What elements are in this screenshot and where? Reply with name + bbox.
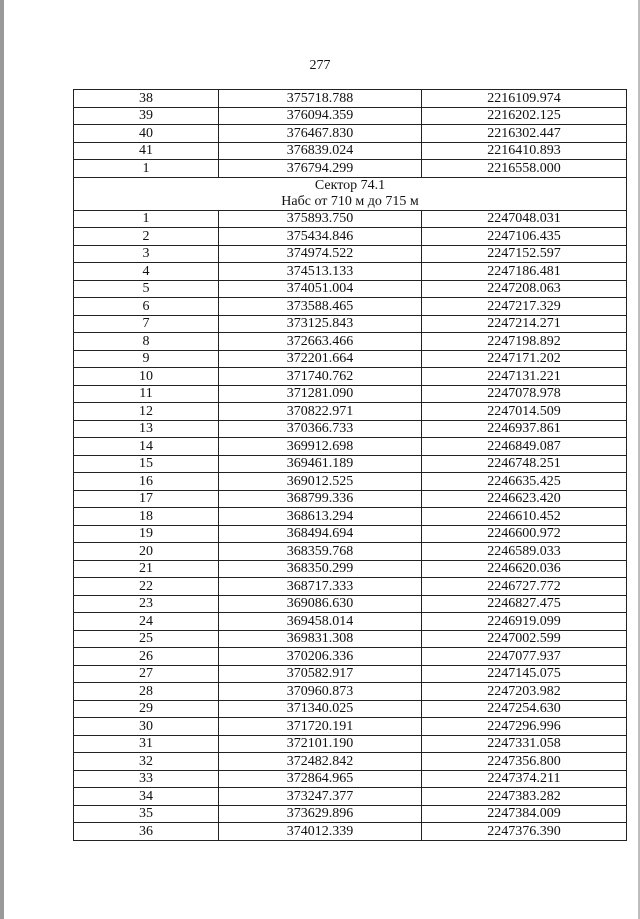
table-row — [74, 280, 627, 298]
x-coordinate-cell: 370960.873 — [219, 683, 422, 701]
x-coordinate-cell: 369458.014 — [219, 613, 422, 631]
point-number-cell: 24 — [74, 613, 219, 631]
table-row — [74, 560, 627, 578]
x-coordinate-cell: 372201.664 — [219, 350, 422, 368]
sector-subtitle: Набс от 710 м до 715 м — [281, 193, 419, 209]
point-number-cell: 2 — [74, 228, 219, 246]
x-coordinate-cell: 371720.191 — [219, 718, 422, 736]
point-number-cell: 18 — [74, 508, 219, 526]
y-coordinate-cell: 2247214.271 — [422, 315, 627, 333]
x-coordinate-cell: 373125.843 — [219, 315, 422, 333]
x-coordinate-cell: 370206.336 — [219, 648, 422, 666]
x-coordinate-cell: 369912.698 — [219, 438, 422, 456]
point-number-cell: 30 — [74, 718, 219, 736]
x-coordinate-cell: 372482.842 — [219, 753, 422, 771]
sector-title: Сектор 74.1 — [314, 177, 386, 193]
point-number-cell: 1 — [74, 160, 219, 178]
x-coordinate-cell: 370366.733 — [219, 420, 422, 438]
x-coordinate-cell: 369086.630 — [219, 595, 422, 613]
y-coordinate-cell: 2246849.087 — [422, 438, 627, 456]
coordinates-table — [73, 89, 627, 841]
rows-before — [74, 90, 627, 178]
point-number-cell: 19 — [74, 525, 219, 543]
x-coordinate-cell: 376794.299 — [219, 160, 422, 178]
point-number-cell: 39 — [74, 107, 219, 125]
point-number-cell: 41 — [74, 142, 219, 160]
page-number: 277 — [309, 58, 331, 73]
table-row — [74, 455, 627, 473]
point-number-cell: 31 — [74, 735, 219, 753]
y-coordinate-cell: 2247077.937 — [422, 648, 627, 666]
table-row — [74, 298, 627, 316]
x-coordinate-cell: 371281.090 — [219, 385, 422, 403]
y-coordinate-cell: 2246620.036 — [422, 560, 627, 578]
x-coordinate-cell: 369012.525 — [219, 473, 422, 491]
y-coordinate-cell: 2246589.033 — [422, 543, 627, 561]
table-row — [74, 438, 627, 456]
x-coordinate-cell: 374513.133 — [219, 263, 422, 281]
point-number-cell: 5 — [74, 280, 219, 298]
table-row — [74, 315, 627, 333]
table-row — [74, 630, 627, 648]
y-coordinate-cell: 2247198.892 — [422, 333, 627, 351]
point-number-cell: 3 — [74, 245, 219, 263]
table-row — [74, 333, 627, 351]
table-row — [74, 525, 627, 543]
point-number-cell: 32 — [74, 753, 219, 771]
y-coordinate-cell: 2216202.125 — [422, 107, 627, 125]
sector-header — [74, 177, 627, 210]
y-coordinate-cell: 2216109.974 — [422, 90, 627, 108]
y-coordinate-cell: 2247384.009 — [422, 805, 627, 823]
y-coordinate-cell: 2247048.031 — [422, 210, 627, 228]
table-row — [74, 125, 627, 143]
point-number-cell: 11 — [74, 385, 219, 403]
y-coordinate-cell: 2246610.452 — [422, 508, 627, 526]
point-number-cell: 29 — [74, 700, 219, 718]
y-coordinate-cell: 2247186.481 — [422, 263, 627, 281]
x-coordinate-cell: 375893.750 — [219, 210, 422, 228]
x-coordinate-cell: 374974.522 — [219, 245, 422, 263]
table-row — [74, 578, 627, 596]
y-coordinate-cell: 2216410.893 — [422, 142, 627, 160]
table-row — [74, 508, 627, 526]
x-coordinate-cell: 370582.917 — [219, 665, 422, 683]
table-row — [74, 770, 627, 788]
y-coordinate-cell: 2247002.599 — [422, 630, 627, 648]
point-number-cell: 8 — [74, 333, 219, 351]
point-number-cell: 4 — [74, 263, 219, 281]
table-row — [74, 228, 627, 246]
x-coordinate-cell: 368613.294 — [219, 508, 422, 526]
x-coordinate-cell: 376839.024 — [219, 142, 422, 160]
sector-header-row — [74, 177, 627, 210]
table-row — [74, 753, 627, 771]
y-coordinate-cell: 2247383.282 — [422, 788, 627, 806]
table-row — [74, 350, 627, 368]
point-number-cell: 40 — [74, 125, 219, 143]
point-number-cell: 21 — [74, 560, 219, 578]
table-row — [74, 368, 627, 386]
table-row — [74, 718, 627, 736]
y-coordinate-cell: 2216558.000 — [422, 160, 627, 178]
point-number-cell: 26 — [74, 648, 219, 666]
point-number-cell: 17 — [74, 490, 219, 508]
table-row — [74, 543, 627, 561]
x-coordinate-cell: 368799.336 — [219, 490, 422, 508]
table-row — [74, 107, 627, 125]
y-coordinate-cell: 2246600.972 — [422, 525, 627, 543]
y-coordinate-cell: 2246937.861 — [422, 420, 627, 438]
point-number-cell: 36 — [74, 823, 219, 841]
table-row — [74, 490, 627, 508]
point-number-cell: 14 — [74, 438, 219, 456]
point-number-cell: 22 — [74, 578, 219, 596]
y-coordinate-cell: 2246727.772 — [422, 578, 627, 596]
point-number-cell: 25 — [74, 630, 219, 648]
y-coordinate-cell: 2247014.509 — [422, 403, 627, 421]
point-number-cell: 1 — [74, 210, 219, 228]
point-number-cell: 12 — [74, 403, 219, 421]
table-row — [74, 648, 627, 666]
point-number-cell: 9 — [74, 350, 219, 368]
x-coordinate-cell: 374051.004 — [219, 280, 422, 298]
y-coordinate-cell: 2247078.978 — [422, 385, 627, 403]
table-row — [74, 473, 627, 491]
point-number-cell: 20 — [74, 543, 219, 561]
y-coordinate-cell: 2247254.630 — [422, 700, 627, 718]
point-number-cell: 13 — [74, 420, 219, 438]
scan-edge-left — [0, 0, 4, 919]
y-coordinate-cell: 2247374.211 — [422, 770, 627, 788]
y-coordinate-cell: 2216302.447 — [422, 125, 627, 143]
x-coordinate-cell: 371340.025 — [219, 700, 422, 718]
table-row — [74, 683, 627, 701]
point-number-cell: 23 — [74, 595, 219, 613]
point-number-cell: 6 — [74, 298, 219, 316]
table-row — [74, 263, 627, 281]
x-coordinate-cell: 375434.846 — [219, 228, 422, 246]
point-number-cell: 34 — [74, 788, 219, 806]
point-number-cell: 38 — [74, 90, 219, 108]
rows-after — [74, 210, 627, 840]
x-coordinate-cell: 376467.830 — [219, 125, 422, 143]
y-coordinate-cell: 2247203.982 — [422, 683, 627, 701]
x-coordinate-cell: 376094.359 — [219, 107, 422, 125]
x-coordinate-cell: 369831.308 — [219, 630, 422, 648]
y-coordinate-cell: 2246623.420 — [422, 490, 627, 508]
x-coordinate-cell: 375718.788 — [219, 90, 422, 108]
y-coordinate-cell: 2247145.075 — [422, 665, 627, 683]
table-row — [74, 160, 627, 178]
y-coordinate-cell: 2247208.063 — [422, 280, 627, 298]
table-row — [74, 210, 627, 228]
point-number-cell: 10 — [74, 368, 219, 386]
table-row — [74, 403, 627, 421]
table-row — [74, 805, 627, 823]
x-coordinate-cell: 373629.896 — [219, 805, 422, 823]
y-coordinate-cell: 2247376.390 — [422, 823, 627, 841]
y-coordinate-cell: 2247171.202 — [422, 350, 627, 368]
y-coordinate-cell: 2246827.475 — [422, 595, 627, 613]
sector-cell — [74, 177, 627, 210]
x-coordinate-cell: 371740.762 — [219, 368, 422, 386]
y-coordinate-cell: 2247131.221 — [422, 368, 627, 386]
point-number-cell: 35 — [74, 805, 219, 823]
table-row — [74, 665, 627, 683]
table-row — [74, 142, 627, 160]
table-row — [74, 823, 627, 841]
table-row — [74, 700, 627, 718]
point-number-cell: 15 — [74, 455, 219, 473]
x-coordinate-cell: 369461.189 — [219, 455, 422, 473]
point-number-cell: 7 — [74, 315, 219, 333]
table-row — [74, 613, 627, 631]
table-row — [74, 595, 627, 613]
y-coordinate-cell: 2247106.435 — [422, 228, 627, 246]
x-coordinate-cell: 373247.377 — [219, 788, 422, 806]
table-row — [74, 245, 627, 263]
y-coordinate-cell: 2247296.996 — [422, 718, 627, 736]
table-row — [74, 788, 627, 806]
y-coordinate-cell: 2247356.800 — [422, 753, 627, 771]
x-coordinate-cell: 368350.299 — [219, 560, 422, 578]
point-number-cell: 28 — [74, 683, 219, 701]
y-coordinate-cell: 2247331.058 — [422, 735, 627, 753]
table-row — [74, 90, 627, 108]
x-coordinate-cell: 368717.333 — [219, 578, 422, 596]
x-coordinate-cell: 372864.965 — [219, 770, 422, 788]
y-coordinate-cell: 2246919.099 — [422, 613, 627, 631]
x-coordinate-cell: 368359.768 — [219, 543, 422, 561]
table-row — [74, 420, 627, 438]
y-coordinate-cell: 2247217.329 — [422, 298, 627, 316]
x-coordinate-cell: 374012.339 — [219, 823, 422, 841]
point-number-cell: 33 — [74, 770, 219, 788]
point-number-cell: 27 — [74, 665, 219, 683]
y-coordinate-cell: 2246748.251 — [422, 455, 627, 473]
x-coordinate-cell: 372663.466 — [219, 333, 422, 351]
x-coordinate-cell: 372101.190 — [219, 735, 422, 753]
y-coordinate-cell: 2246635.425 — [422, 473, 627, 491]
y-coordinate-cell: 2247152.597 — [422, 245, 627, 263]
point-number-cell: 16 — [74, 473, 219, 491]
table-row — [74, 735, 627, 753]
table-row — [74, 385, 627, 403]
x-coordinate-cell: 368494.694 — [219, 525, 422, 543]
x-coordinate-cell: 370822.971 — [219, 403, 422, 421]
x-coordinate-cell: 373588.465 — [219, 298, 422, 316]
